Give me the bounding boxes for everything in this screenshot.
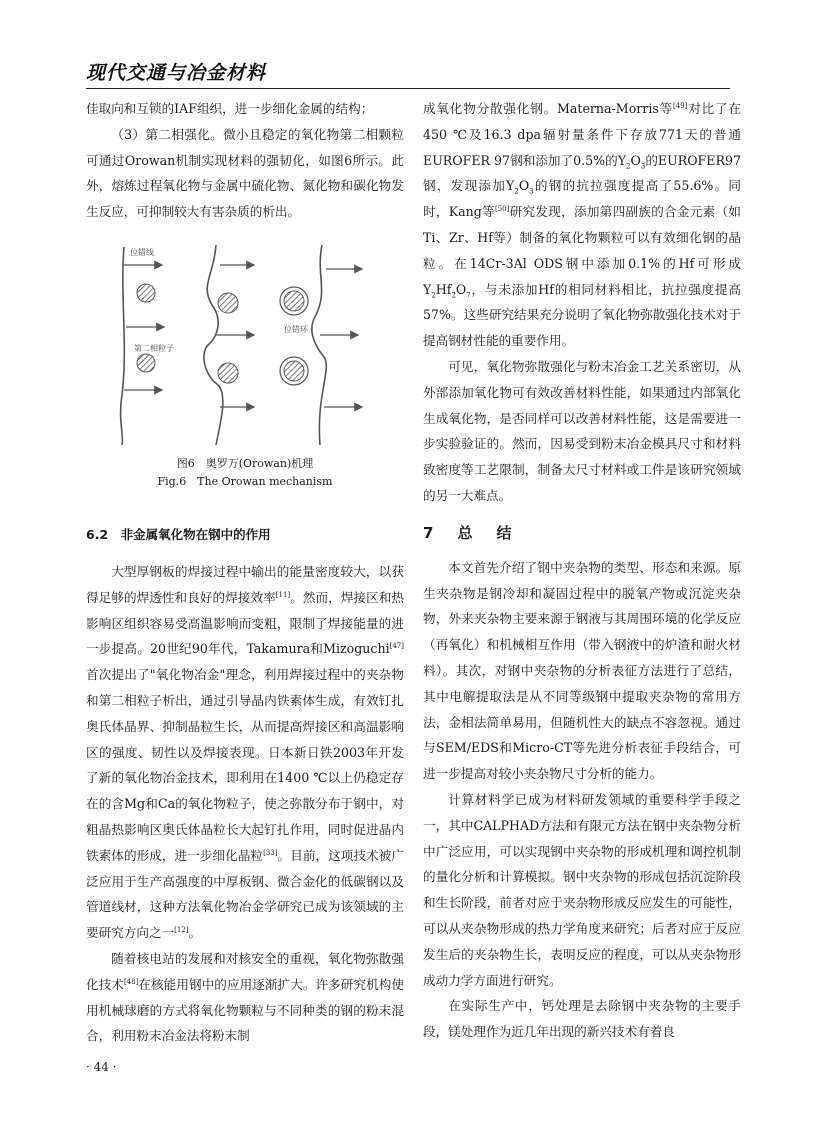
paragraph: 随着核电站的发展和对核安全的重视，氧化物弥散强化技术[48]在核能用钢中的应用逐渐扩大。许多研究机构使用机械球磨的方式将氧化物颗粒与不同种类的钢的粉末混合，利用粉末冶金法将粉末制 (86, 950, 405, 1044)
paragraph: 可见，氧化物弥散强化与粉末冶金工艺关系密切，从外部添加氧化物可有效改善材料性能，如果通过内部氧化生成氧化物，是否同样可以改善材料性能，这是需要进一步实验验证的。然而，因易受到粉末冶金模具尺寸和材料致密度等工艺限制，制备大尺寸材料或工件是该研究领域的另一大难点。 (423, 358, 741, 503)
paragraph: （3）第二相强化。微小且稳定的氧化物第二相颗粒可通过Orowan机制实现材料的强韧化，如图6所示。此外，熔炼过程氧化物与金属中硫化物、氮化物和碳化物发生反应，可抑制较大有害杂质的析出。 (86, 126, 404, 220)
paragraph: 大型厚钢板的焊接过程中输出的能量密度较大，以获得足够的焊透性和良好的焊接效率[11]。然而，焊接区和热影响区组织容易受高温影响而变粗，限制了焊接能量的进一步提高。20世纪90年代，Takamura和Mizoguchi[47]首次提出了"氧化物冶金"理念，利用焊接过程中的夹杂物和第二相粒子析出，通过引导晶内铁素体生成，有效钉扎奥氏体晶界、抑制晶粒生长，从而提高焊接区和高温影响区的强度、韧性以及焊接表现。日本新日铁2003年开发了新的氧化物冶金技术，即利用在1400 ℃以上仍稳定存在的含Mg和Ca的氧化物粒子，使之弥散分布于钢中，对粗晶热影响区奥氏体晶粒长大起钉扎作用，同时促进晶内铁素体的形成，进一步细化晶粒[33]。目前，这项技术被广泛应用于生产高强度的中厚板钢、微合金化的低碳钢以及管道线材，这种方法氧化物冶金学研究已成为该领域的主要研究方向之一[12]。 (86, 563, 405, 941)
figure-6 (86, 233, 404, 451)
paragraph: 成氧化物分散强化钢。Materna-Morris等[49]对比了在450 ℃及16.3 dpa辐射量条件下存放771天的普通EUROFER 97钢和添加了0.5%的$Y_2O_3$的EUROFER97钢，发现添加$Y_2O_3$的钢的抗拉强度提高了55.6%。同时，Kang等[50]研究发现，添加第四副族的合金元素（如Ti、Zr、Hf等）制备的氧化物颗粒可以有效细化钢的晶粒。在14Cr-3Al ODS钢中添加0.1%的Hf可形成$Y_2Hf_2O_7$，与未添加Hf的相同材料相比，抗拉强度提高57%。这些研究结果充分说明了氧化物弥散强化技术对于提高钢材性能的重要作用。 (423, 101, 742, 349)
label-particle: 第二相粒子 (134, 343, 174, 353)
paragraph: 在实际生产中，钙处理是去除钢中夹杂物的主要手段，镁处理作为近几年出现的新兴技术有着良 (423, 998, 741, 1040)
paragraph: 本文首先介绍了钢中夹杂物的类型、形态和来源。原生夹杂物是钢冷却和凝固过程中的脱氧产物或沉淀夹杂物，外来夹杂物主要来源于钢液与其周围环境的化学反应（再氧化）和机械相互作用（带入钢液中的炉渣和耐火材料）。其次，对钢中夹杂物的分析表征方法进行了总结，其中电解提取法是从不同等级钢中提取夹杂物的常用方法，金相法简单易用，但随机性大的缺点不容忽视。通过与SEM/EDS和Micro-CT等先进分析表征手段结合，可进一步提高对较小夹杂物尺寸分析的能力。 (423, 559, 741, 782)
right-column (423, 96, 741, 1045)
figure-caption-en: Fig.6 The Orowan mechanism (157, 474, 333, 488)
page-number: · 44 · (86, 1060, 117, 1074)
section-heading-6-2: 6.2 非金属氧化物在钢中的作用 (86, 526, 271, 542)
paragraph: 计算材料学已成为材料研发领域的重要科学手段之一，其中CALPHAD方法和有限元方法在钢中夹杂物分析中广泛应用，可以实现钢中夹杂物的形成机理和调控机制的量化分析和计算模拟。钢中夹杂物的形成包括沉淀阶段和生长阶段，前者对应于夹杂物形成反应发生的可能性，可以从夹杂物形成的热力学角度来研究；后者对应于反应发生后的夹杂物生长，表明反应的程度，可以从夹杂物形成动力学方面进行研究。 (423, 791, 741, 988)
section-heading-7: 7 总 结 (423, 523, 512, 542)
figure-caption-cn: 图6 奥罗万(Orowan)机理 (176, 456, 314, 470)
journal-logo: 现代交通与冶金材料 (86, 62, 267, 84)
paragraph: 佳取向和互锁的IAF组织，进一步细化金属的结构； (86, 101, 374, 116)
label-loop: 位错环 (284, 324, 308, 334)
label-dislocation: 位错线 (130, 247, 154, 257)
orowan-diagram (104, 235, 394, 449)
left-column (86, 96, 404, 1049)
header-rule (86, 88, 730, 89)
